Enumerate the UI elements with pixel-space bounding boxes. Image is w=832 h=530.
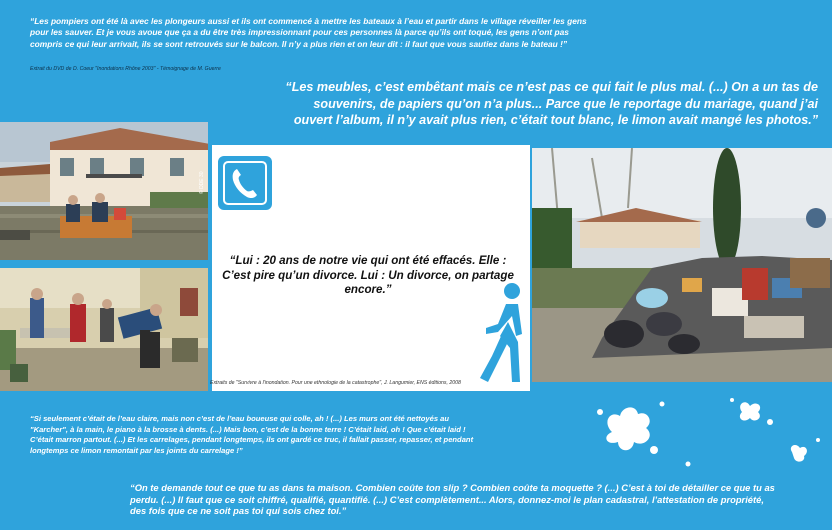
quote-rescue: “Les pompiers ont été là avec les plongeurs aussi et ils ont commencé à mettre les bateaux à l’eau et partir dans le village réveiller les gens pour les sauver. Et je vous avoue que ça a du être très impressionnant pour ces personnes là parce qu’ils ont toqué, les gens n’ont pas compris ce qui leur arrivait, ils se sont retrouvés sur le balcon. Il n’y a plus rien et on leur dit : il faut que vous sautiez dans le bateau !” — [30, 16, 587, 49]
credit-book: Extraits de "Survivre à l'inondation. Pour une ethnologie de la catastrophe", J. Langumier, ENS éditions, 2008 — [210, 380, 461, 386]
photo-debris-pile — [532, 148, 832, 382]
quote-insurance: “On te demande tout ce que tu as dans ta maison. Combien coûte ton slip ? Combien coûte ta moquette ? (...) C’est à toi de détailler ce que tu as perdu. (...) Il faut que ce soit chiffré, qualifié, quantifié. (...) C’est complètement... Alors, donnez-moi le plan cadastral, l’attestation de propriété, des fois que ce ne soit pas toi qui sois chez toi.” — [130, 482, 775, 517]
photo-flooded-house — [0, 122, 208, 260]
quote-divorce: “Lui : 20 ans de notre vie qui ont été effacés. Elle : C’est pire qu’un divorce. Lui : Un divorce, on partage encore.” — [222, 254, 514, 297]
quote-photos-lost: “Les meubles, c’est embêtant mais ce n’est pas ce qui fait le plus mal. (...) On a un tas de souvenirs, de papiers qu’on n’a plus... Parce que le reportage du mariage, quand j’ai ouvert l’album, il n’y avait plus rien, c’était tout blanc, le limon avait mangé les photos.” — [285, 80, 818, 128]
phone-icon — [218, 156, 272, 210]
paint-splash — [592, 392, 832, 482]
quote-mud: “Si seulement c’était de l’eau claire, mais non c’est de l’eau boueuse qui colle, ah ! (...) Les murs ont été nettoyés au "Karcher", à la main, le piano à la brosse à dents. (...) Mais bon, c’est de la bonne terre ! C’était laid, oh ! Que c’était laid ! C’était marron partout. (...) Et les carrelages, pendant longtemps, ils ont gardé ce truc, il fallait passer, repasser, et pendant longtemps ce limon remontait par les joints du carrelage !” — [30, 414, 474, 455]
photo-credit-side: © DDE 30 — [199, 171, 205, 194]
walking-person-icon — [478, 282, 532, 382]
credit-dvd: Extrait du DVD de D. Coeur "Inondations Rhône 2003" - Témoignage de M. Guerre — [30, 66, 221, 72]
photo-cleaning-room — [0, 268, 208, 391]
